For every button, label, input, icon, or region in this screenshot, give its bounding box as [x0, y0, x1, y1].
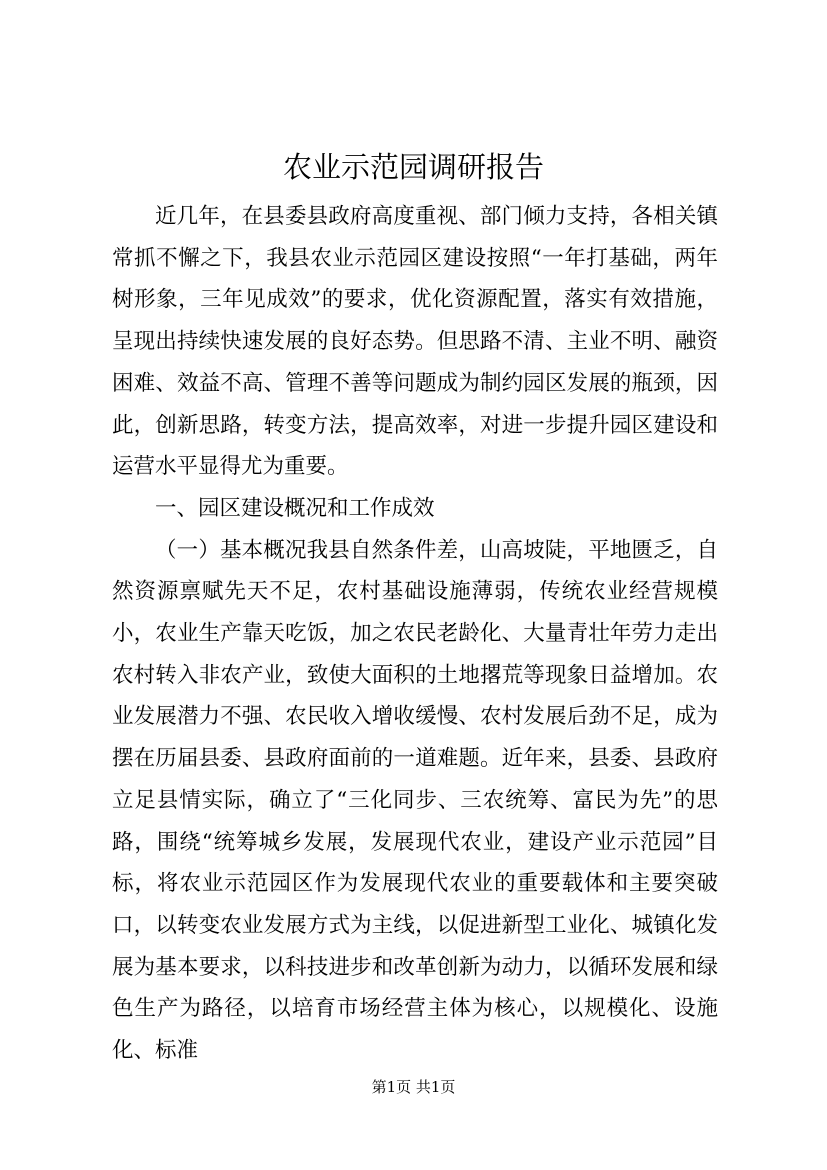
- overview-paragraph: （一）基本概况我县自然条件差，山高坡陡，平地匮乏，自然资源禀赋先天不足，农村基础设施薄弱，传统农业经营规模小，农业生产靠天吃饭，加之农民老龄化、大量青壮年劳力走出农村转入非农产业，致使大面积的土地撂荒等现象日益增加。农业发展潜力不强、农民收入增收缓慢、农村发展后劲不足，成为摆在历届县委、县政府面前的一道难题。近年来，县委、县政府立足县情实际，确立了“三化同步、三农统筹、富民为先”的思路，围绕“统筹城乡发展，发展现代农业，建设产业示范园”目标，将农业示范园区作为发展现代农业的重要载体和主要突破口，以转变农业发展方式为主线，以促进新型工业化、城镇化发展为基本要求，以科技进步和改革创新为动力，以循环发展和绿色生产为路径，以培育市场经营主体为核心，以规模化、设施化、标准: [112, 537, 718, 1064]
- page-footer: 第1页 共1页: [371, 1078, 456, 1096]
- document-body: [112, 196, 718, 1072]
- intro-paragraph: 近几年，在县委县政府高度重视、部门倾力支持，各相关镇常抓不懈之下，我县农业示范园区建设按照“一年打基础，两年树形象，三年见成效”的要求，优化资源配置，落实有效措施，呈现出持续快速发展的良好态势。但思路不清、主业不明、融资困难、效益不高、管理不善等问题成为制约园区发展的瓶颈，因此，创新思路，转变方法，提高效率，对进一步提升园区建设和运营水平显得尤为重要。: [112, 204, 718, 480]
- section-heading: 一、园区建设概况和工作成效: [155, 495, 435, 521]
- document-title: 农业示范园调研报告: [282, 150, 544, 184]
